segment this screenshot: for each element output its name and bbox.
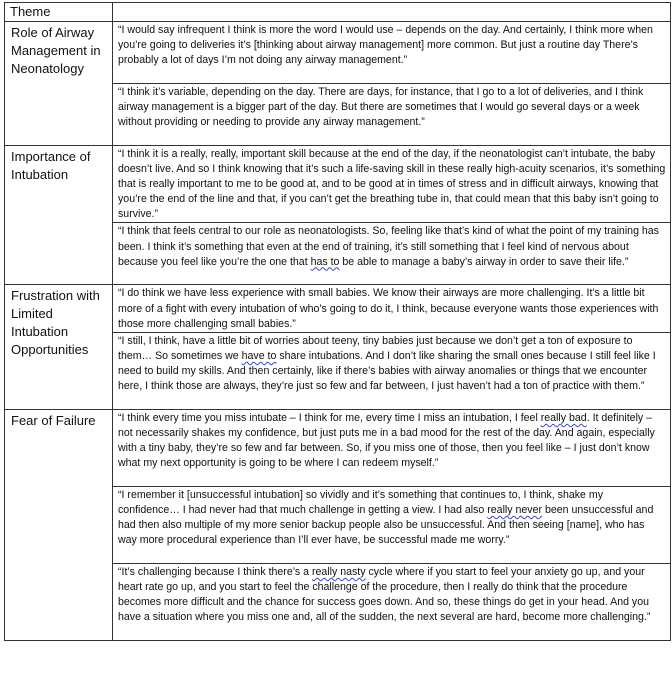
- spellcheck-mark: have to: [241, 349, 277, 362]
- theme-label: Role of Airway Management in Neonatology: [5, 22, 113, 146]
- table-row: [5, 22, 671, 84]
- theme-label: Importance of Intubation: [5, 146, 113, 285]
- quote-cell: “I do think we have less experience with small babies. We know their airways are more challenging. It’s a little bit more of a fight with every intubation of who’s going to do it, I think, because everyone wants those experiences with those more challenging small babies.”: [113, 285, 671, 332]
- table-header-row: [5, 3, 671, 22]
- theme-column-header: Theme: [5, 3, 113, 22]
- table-row: [5, 409, 671, 486]
- table-row: [5, 146, 671, 223]
- themes-table: [4, 2, 671, 641]
- spellcheck-mark: really bad: [540, 411, 587, 424]
- theme-label: Frustration with Limited Intubation Opportunities: [5, 285, 113, 409]
- theme-label: Fear of Failure: [5, 409, 113, 640]
- quote-cell: “I think every time you miss intubate – I think for me, every time I miss an intubation, I feel really bad. It definitely – not necessarily shakes my confidence, but just puts me in a bad mood for the rest of the day. And again, especially with a tiny baby, they’re so few and far between. So, if you miss one of those, then you feel like – I just don’t know what my next opportunity is going to be where I can redeem myself.”: [113, 409, 671, 486]
- spellcheck-mark: has to: [310, 255, 340, 268]
- quote-cell: “I would say infrequent I think is more the word I would use – depends on the day. And certainly, I think more when you’re going to deliveries it’s [thinking about airway management] more common. But just a routine day There’s probably a lot of days I’m not doing any airway management.”: [113, 22, 671, 84]
- table-row: [5, 285, 671, 332]
- quote-cell: “I think it’s variable, depending on the day. There are days, for instance, that I go to a lot of deliveries, and I think airway management is a bigger part of the day. But there are sometimes that I would go several days or a week without providing or needing to provide any airway management.”: [113, 84, 671, 146]
- spellcheck-mark: really nasty: [311, 565, 366, 578]
- quote-cell: “I think that feels central to our role as neonatologists. So, feeling like that’s kind of what the point of my training has been. I think it’s something that even at the end of training, it’s still something that I feel kind of nervous about because you feel like you’re the one that has to be able to manage a baby’s airway in order to save their life.”: [113, 223, 671, 285]
- quote-cell: “I think it is a really, really, important skill because at the end of the day, if the neonatologist can’t intubate, the baby doesn’t live. And so I think knowing that it’s such a life-saving skill in these really high-acuity scenarios, it’s something that is really important to me to be good at, and to be good at in times of stress and in difficult airways, knowing that you’re the end of the line and that, if you can’t get the breathing tube in, that could mean that this baby isn’t going to survive.”: [113, 146, 671, 223]
- quote-cell: “I still, I think, have a little bit of worries about teeny, tiny babies just because we don’t get a ton of exposure to them… So sometimes we have to share intubations. And I don’t like sharing the small ones because I still feel like I need to build my skills. And then certainly, like if there’s babies with airway anomalies or things that we encounter here, I think those are always, they’re just so few and far between, I just haven’t had a ton of practice with them.”: [113, 332, 671, 409]
- quote-cell: “It’s challenging because I think there’s a really nasty cycle where if you start to feel your anxiety go up, and your heart rate go up, and you start to feel the challenge of the procedure, then I really do think that the procedure becomes more difficult and the chance for success goes down. And so, these things do get in your head. And you have a situation where you miss one and, all of the sudden, the next several are hard, become more challenging.”: [113, 563, 671, 640]
- quote-cell: “I remember it [unsuccessful intubation] so vividly and it’s something that continues to, I think, shake my confidence… I had never had that much challenge in getting a view. I had also really never been unsuccessful and had then also multiple of my more senior backup people also be unsuccessful. And then seeing [name], who has way more procedural experience than I’ll ever have, be successful made me worry.”: [113, 486, 671, 563]
- quote-column-header: [113, 3, 671, 22]
- spellcheck-mark: really never: [487, 503, 543, 516]
